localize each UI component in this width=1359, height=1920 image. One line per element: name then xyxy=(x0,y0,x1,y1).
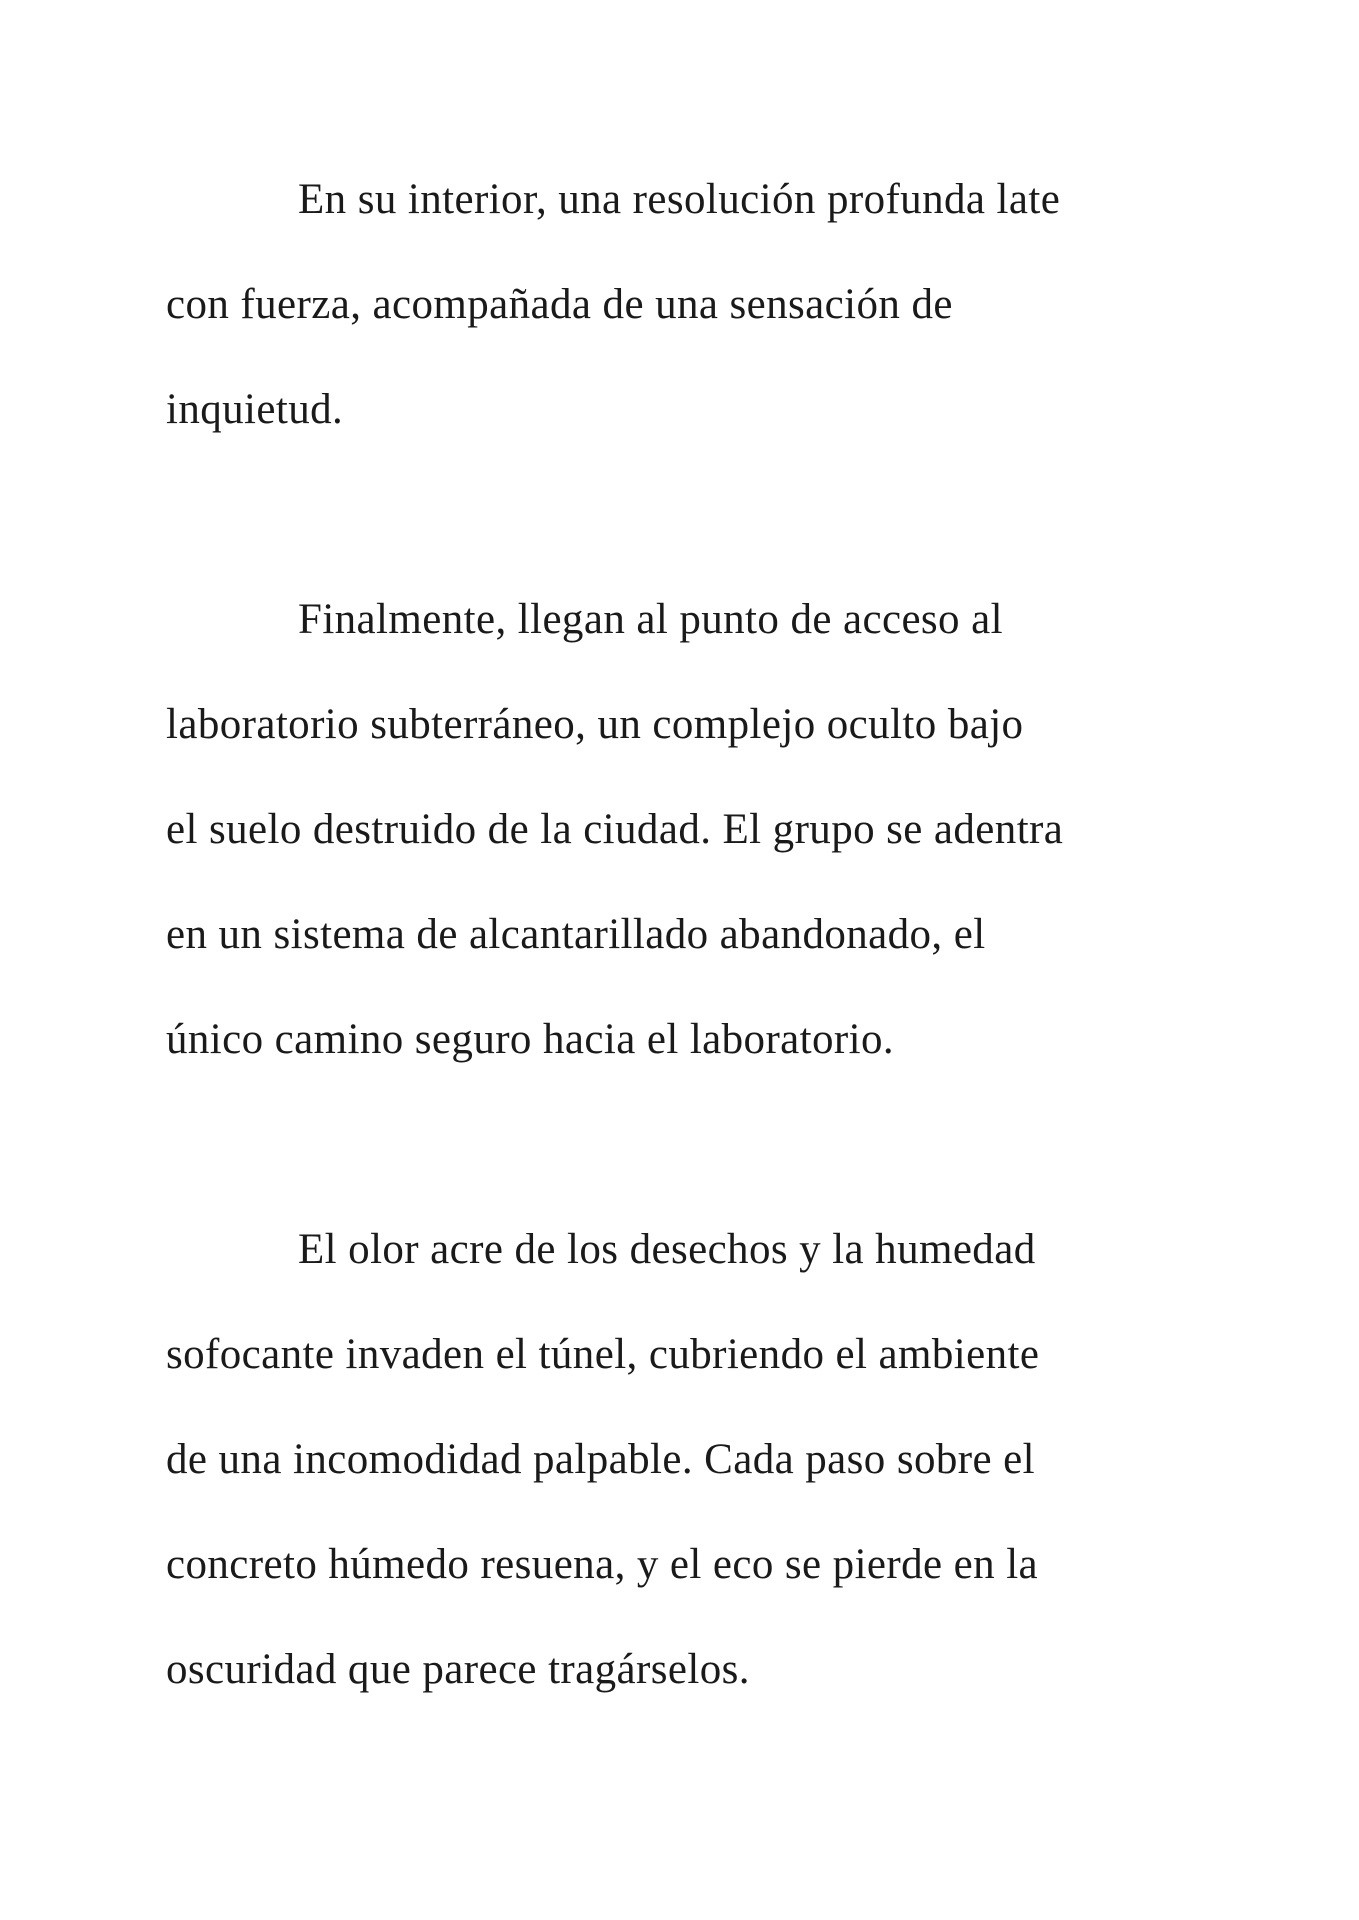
paragraph-2-line-3: el suelo destruido de la ciudad. El grupo se adentra xyxy=(166,806,1064,853)
paragraph-2-line-4: en un sistema de alcantarillado abandonado, el xyxy=(166,911,986,958)
paragraph-2-line-2: laboratorio subterráneo, un complejo oculto bajo xyxy=(166,701,1024,748)
paragraph-2-line-1: Finalmente, llegan al punto de acceso al xyxy=(298,596,1003,643)
paragraph-1-line-1: En su interior, una resolución profunda late xyxy=(298,176,1061,223)
paragraph-3-line-1: El olor acre de los desechos y la humedad xyxy=(298,1226,1036,1273)
paragraph-1-line-3: inquietud. xyxy=(166,386,344,433)
paragraph-3-line-4: concreto húmedo resuena, y el eco se pierde en la xyxy=(166,1541,1039,1588)
paragraph-1-line-2: con fuerza, acompañada de una sensación de xyxy=(166,281,953,328)
paragraph-3-line-3: de una incomodidad palpable. Cada paso sobre el xyxy=(166,1436,1035,1483)
paragraph-3-line-5: oscuridad que parece tragárselos. xyxy=(166,1646,750,1693)
paragraph-3-line-2: sofocante invaden el túnel, cubriendo el ambiente xyxy=(166,1331,1040,1378)
paragraph-2-line-5: único camino seguro hacia el laboratorio. xyxy=(166,1016,895,1063)
